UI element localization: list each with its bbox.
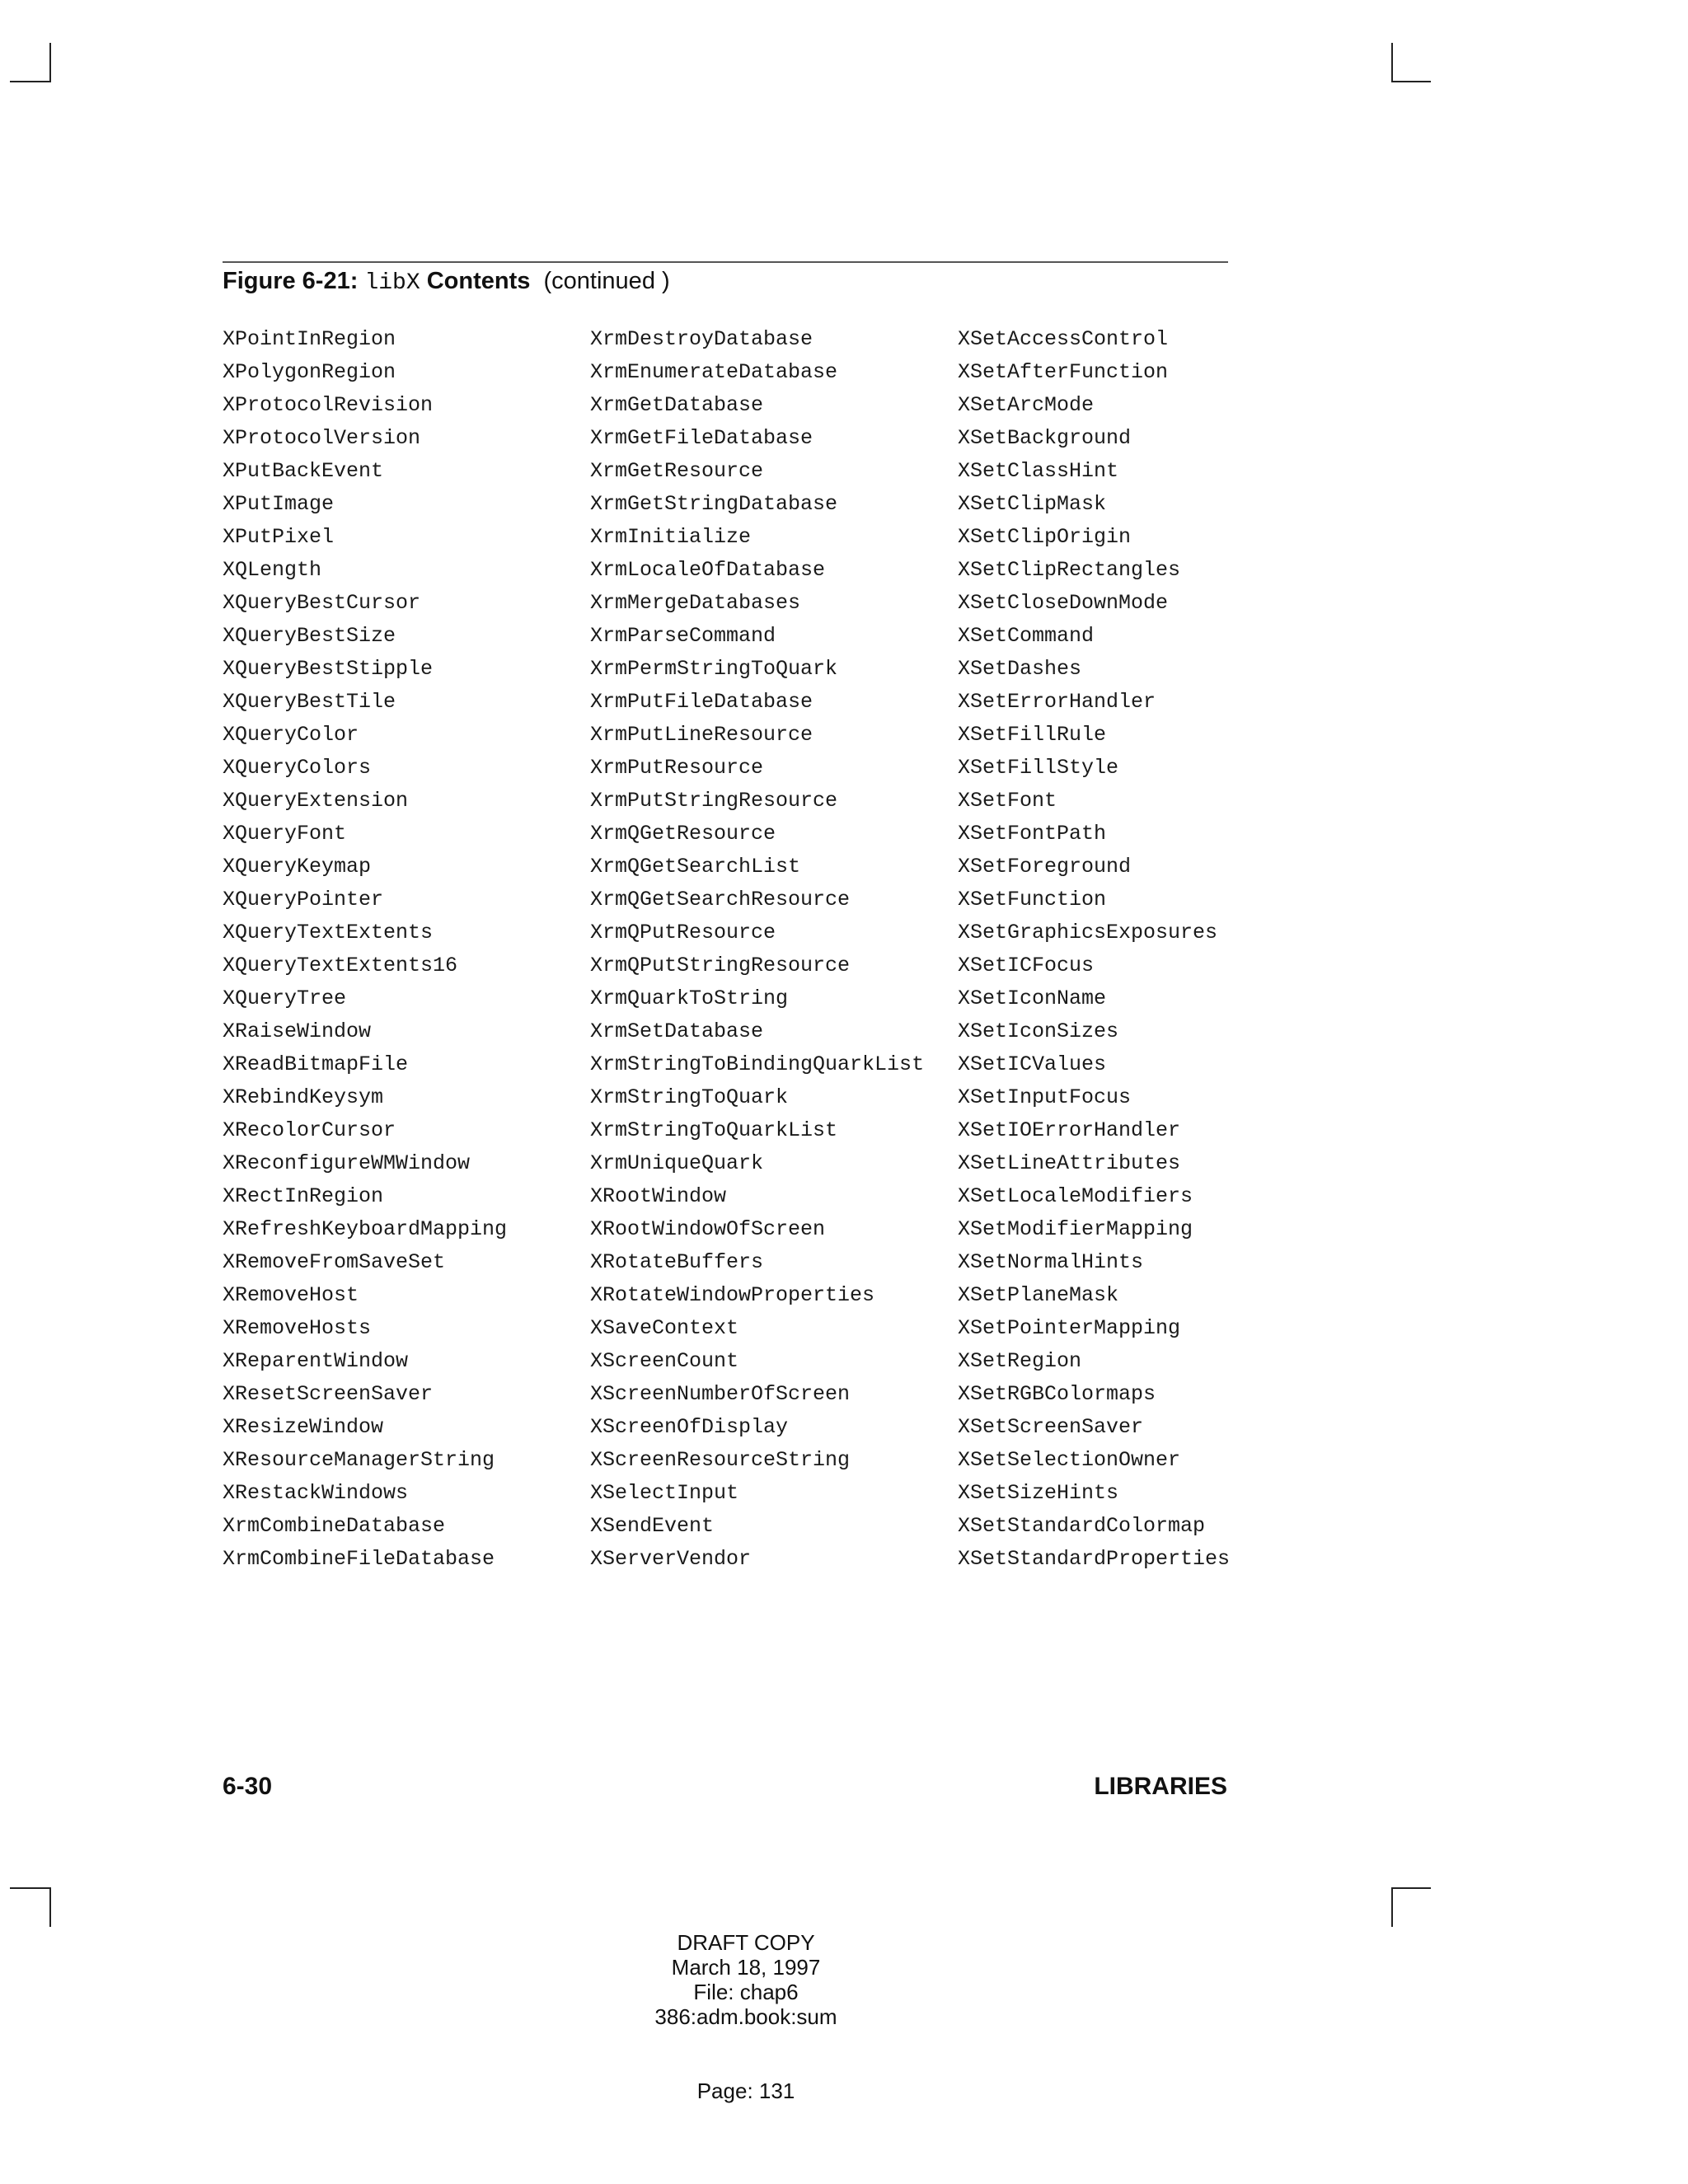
function-name: XSetForeground (958, 855, 1132, 879)
function-name: XQueryColor (223, 723, 359, 747)
function-name: XrmStringToQuarkList (590, 1118, 838, 1142)
function-list-column-1 (223, 323, 507, 1576)
function-name: XQueryTextExtents16 (223, 954, 458, 977)
function-name: XSetScreenSaver (958, 1415, 1144, 1439)
function-name: XRotateWindowProperties (590, 1283, 875, 1307)
function-name: XrmPutStringResource (590, 789, 838, 813)
function-name: XRestackWindows (223, 1481, 409, 1505)
function-name: XrmInitialize (590, 525, 752, 549)
function-name: XSetICFocus (958, 954, 1095, 977)
function-name: XProtocolRevision (223, 393, 434, 417)
function-name: XSetInputFocus (958, 1085, 1132, 1109)
function-name: XQLength (223, 558, 322, 582)
function-name: XQueryBestCursor (223, 591, 421, 615)
function-name: XrmSetDatabase (590, 1019, 764, 1043)
function-name: XReconfigureWMWindow (223, 1151, 471, 1175)
function-name: XQueryBestSize (223, 624, 396, 648)
function-name: XSetFillStyle (958, 756, 1119, 780)
figure-title-word: Contents (426, 268, 531, 294)
crop-mark (49, 1887, 51, 1927)
crop-mark (10, 81, 49, 82)
draft-line: March 18, 1997 (671, 1955, 821, 1980)
function-name: XSelectInput (590, 1481, 739, 1505)
function-name: XSetFunction (958, 888, 1107, 912)
function-name: XSetPlaneMask (958, 1283, 1119, 1307)
function-list-column-2 (590, 323, 924, 1576)
figure-label: Figure 6-21: (223, 268, 359, 294)
function-name: XRefreshKeyboardMapping (223, 1217, 508, 1241)
function-name: XResourceManagerString (223, 1448, 495, 1472)
function-name: XrmGetStringDatabase (590, 492, 838, 516)
function-name: XSetICValues (958, 1052, 1107, 1076)
function-name: XrmQPutResource (590, 921, 776, 944)
section-name: LIBRARIES (1094, 1773, 1227, 1800)
function-name: XSetFillRule (958, 723, 1107, 747)
function-name: XSetCommand (958, 624, 1095, 648)
function-name: XQueryKeymap (223, 855, 372, 879)
function-name: XPointInRegion (223, 327, 396, 351)
function-name: XrmQuarkToString (590, 987, 789, 1010)
function-name: XPutPixel (223, 525, 335, 549)
function-name: XRotateBuffers (590, 1250, 764, 1274)
function-name: XRootWindow (590, 1184, 727, 1208)
figure-title-rule (223, 261, 1228, 263)
crop-mark (1391, 1887, 1393, 1927)
function-name: XSetStandardProperties (958, 1547, 1231, 1571)
crop-mark (1391, 43, 1393, 82)
function-name: XSetAccessControl (958, 327, 1169, 351)
function-name: XProtocolVersion (223, 426, 421, 450)
function-name: XrmMergeDatabases (590, 591, 801, 615)
function-name: XSaveContext (590, 1316, 739, 1340)
function-name: XrmQPutStringResource (590, 954, 851, 977)
crop-mark (1391, 1887, 1431, 1889)
function-name: XQueryExtension (223, 789, 409, 813)
function-name: XResizeWindow (223, 1415, 384, 1439)
function-name: XQueryPointer (223, 888, 384, 912)
function-name: XrmCombineFileDatabase (223, 1547, 495, 1571)
function-name: XQueryTextExtents (223, 921, 434, 944)
function-name: XrmPutResource (590, 756, 764, 780)
function-name: XRemoveFromSaveSet (223, 1250, 446, 1274)
function-name: XScreenNumberOfScreen (590, 1382, 851, 1406)
function-name: XQueryBestTile (223, 690, 396, 714)
function-name: XPolygonRegion (223, 360, 396, 384)
function-name: XRaiseWindow (223, 1019, 372, 1043)
function-name: XSetNormalHints (958, 1250, 1144, 1274)
figure-lib-name: libX (364, 270, 420, 296)
function-name: XSetFont (958, 789, 1057, 813)
figure-continued: (continued ) (543, 268, 670, 294)
function-name: XSetClipOrigin (958, 525, 1132, 549)
draft-line: DRAFT COPY (677, 1930, 815, 1955)
function-name: XSetRGBColormaps (958, 1382, 1156, 1406)
crop-mark (49, 43, 51, 82)
crop-mark (10, 1887, 49, 1889)
function-name: XPutImage (223, 492, 335, 516)
function-name: XSetArcMode (958, 393, 1095, 417)
function-name: XrmEnumerateDatabase (590, 360, 838, 384)
function-name: XrmCombineDatabase (223, 1514, 446, 1538)
function-name: XRecolorCursor (223, 1118, 396, 1142)
function-name: XSetClassHint (958, 459, 1119, 483)
function-name: XrmUniqueQuark (590, 1151, 764, 1175)
function-name: XrmLocaleOfDatabase (590, 558, 826, 582)
figure-title (223, 266, 670, 298)
function-name: XSetSelectionOwner (958, 1448, 1181, 1472)
function-name: XRebindKeysym (223, 1085, 384, 1109)
function-name: XrmQGetResource (590, 822, 776, 846)
function-name: XSetIconSizes (958, 1019, 1119, 1043)
function-name: XSendEvent (590, 1514, 715, 1538)
function-name: XSetLocaleModifiers (958, 1184, 1193, 1208)
function-name: XSetClipMask (958, 492, 1107, 516)
function-name: XrmStringToQuark (590, 1085, 789, 1109)
function-name: XSetGraphicsExposures (958, 921, 1218, 944)
function-name: XrmDestroyDatabase (590, 327, 814, 351)
function-name: XScreenResourceString (590, 1448, 851, 1472)
function-name: XQueryColors (223, 756, 372, 780)
function-name: XResetScreenSaver (223, 1382, 434, 1406)
function-name: XSetFontPath (958, 822, 1107, 846)
page-number: 6-30 (223, 1773, 273, 1800)
function-name: XSetCloseDownMode (958, 591, 1169, 615)
function-name: XQueryTree (223, 987, 347, 1010)
function-name: XrmParseCommand (590, 624, 776, 648)
function-name: XQueryBestStipple (223, 657, 434, 681)
crop-mark (1391, 81, 1431, 82)
function-name: XQueryFont (223, 822, 347, 846)
function-name: XrmGetResource (590, 459, 764, 483)
function-name: XSetSizeHints (958, 1481, 1119, 1505)
function-name: XSetLineAttributes (958, 1151, 1181, 1175)
function-name: XrmQGetSearchList (590, 855, 801, 879)
function-name: XSetIOErrorHandler (958, 1118, 1181, 1142)
function-name: XrmQGetSearchResource (590, 888, 851, 912)
function-name: XServerVendor (590, 1547, 752, 1571)
function-name: XrmStringToBindingQuarkList (590, 1052, 925, 1076)
function-name: XrmPutLineResource (590, 723, 814, 747)
function-name: XrmPutFileDatabase (590, 690, 814, 714)
function-name: XSetModifierMapping (958, 1217, 1193, 1241)
function-name: XSetAfterFunction (958, 360, 1169, 384)
function-name: XrmPermStringToQuark (590, 657, 838, 681)
function-name: XSetBackground (958, 426, 1132, 450)
draft-line: 386:adm.book:sum (654, 2004, 837, 2029)
function-name: XScreenCount (590, 1349, 739, 1373)
function-name: XSetErrorHandler (958, 690, 1156, 714)
function-name: XReparentWindow (223, 1349, 409, 1373)
function-name: XSetPointerMapping (958, 1316, 1181, 1340)
function-name: XSetRegion (958, 1349, 1082, 1373)
function-name: XPutBackEvent (223, 459, 384, 483)
function-name: XRectInRegion (223, 1184, 384, 1208)
function-name: XrmGetDatabase (590, 393, 764, 417)
function-name: XRemoveHost (223, 1283, 359, 1307)
function-name: XrmGetFileDatabase (590, 426, 814, 450)
function-name: XRootWindowOfScreen (590, 1217, 826, 1241)
page-footer: Page: 131 (696, 2079, 795, 2103)
function-name: XRemoveHosts (223, 1316, 372, 1340)
function-name: XSetIconName (958, 987, 1107, 1010)
function-name: XSetStandardColormap (958, 1514, 1206, 1538)
draft-notice (581, 1930, 911, 2029)
function-name: XScreenOfDisplay (590, 1415, 789, 1439)
function-name: XSetClipRectangles (958, 558, 1181, 582)
function-name: XSetDashes (958, 657, 1082, 681)
draft-line: File: chap6 (693, 1980, 799, 2004)
function-list-column-3 (958, 323, 1230, 1576)
function-name: XReadBitmapFile (223, 1052, 409, 1076)
